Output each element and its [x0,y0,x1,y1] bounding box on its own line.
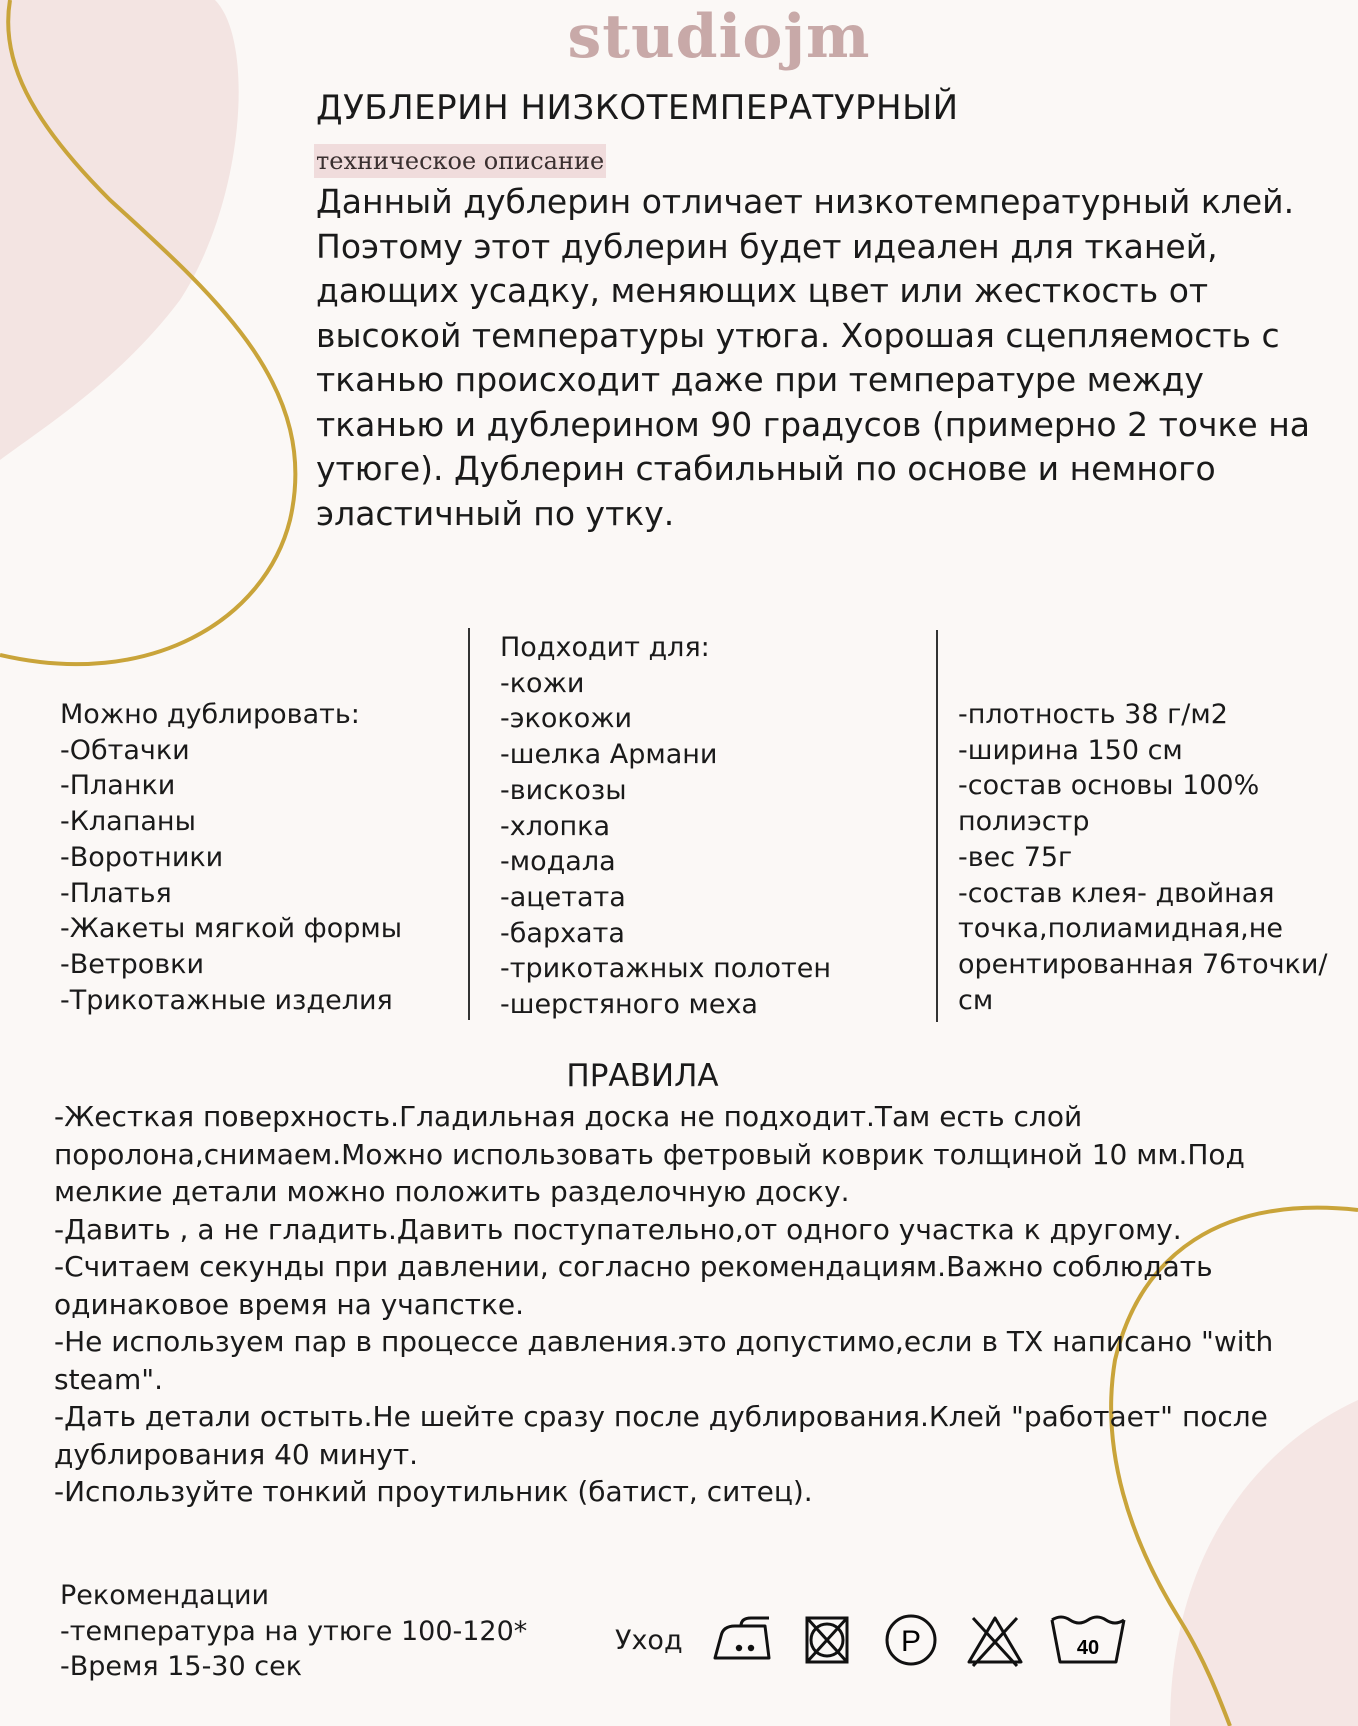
page-subtitle: техническое описание [314,144,606,178]
spec-item: -ширина 150 см [958,734,1183,766]
brand-logo: studiojm [567,2,871,72]
recommendation-time: -Время 15-30 сек [60,1651,303,1682]
list-item: -Трикотажные изделия [60,984,393,1016]
no-bleach-icon [963,1612,1027,1668]
rule-item: -Давить , а не гладить.Давить поступательно,от одного участка к другому. [54,1212,1182,1246]
list-item: -модала [500,846,616,878]
list-item: -трикотажных полотен [500,953,832,985]
can-duplicate-title: Можно дублировать: [60,699,360,730]
iron-two-dots-icon [711,1612,775,1668]
can-duplicate-column [60,697,402,1018]
intro-paragraph-2: Поэтому этот дублерин будет идеален для тканей, дающих усадку, меняющих цвет или жесткость от высокой температуры утюга. Хорошая сцепляемость с тканью происходит даже при температуре между тканью и дублерином 90 градусов (примерно 2 точке на утюге). Дублерин стабильный по основе и немного эластичный по утку. [316,226,1311,533]
specs-column [958,697,1328,1018]
list-item: -ацетата [500,881,626,913]
wash-temperature: 40 [1076,1637,1099,1659]
column-divider-2 [936,630,938,1022]
column-divider-1 [468,628,470,1020]
spec-item: -плотность 38 г/м2 [958,699,1228,730]
list-item: -Ветровки [60,948,205,980]
list-item: -бархата [500,917,625,949]
list-item: -кожи [500,667,585,699]
list-item: -Обтачки [60,734,190,766]
suitable-for-column [500,630,831,1023]
list-item: -Платья [60,877,172,909]
rule-item: -Дать детали остыть.Не шейте сразу после дублирования.Клей "работает" после дублирования 40 минут. [54,1400,1268,1471]
recommendations [60,1578,527,1685]
intro-paragraph-1: Данный дублерин отличает низкотемпературный клей. [316,182,1295,221]
list-item: -хлопка [500,810,611,842]
care-label: Уход [615,1624,683,1656]
list-item: -шелка Армани [500,739,718,771]
spec-item: -состав клея- двойная точка,полиамидная,не орентированная 76точки/см [958,877,1328,1016]
rule-item: -Не используем пар в процессе давления.это допустимо,если в ТХ написано "with steam". [54,1325,1274,1396]
recommendation-temperature: -температура на утюге 100-120* [60,1615,528,1647]
rule-item: -Жесткая поверхность.Гладильная доска не подходит.Там есть слой поролона,снимаем.Можно использовать фетровый коврик толщиной 10 мм.Под мелкие детали можно положить разделочную доску. [54,1100,1245,1208]
list-item: -Воротники [60,841,224,873]
wash-40-icon [1047,1612,1129,1668]
page-title: ДУБЛЕРИН НИЗКОТЕМПЕРАТУРНЫЙ [316,88,959,128]
list-item: -экокожи [500,703,633,735]
list-item: -вискозы [500,774,627,806]
care-symbols [615,1612,1149,1668]
suitable-for-title: Подходит для: [500,632,710,663]
rule-item: -Считаем секунды при давлении, согласно рекомендациям.Важно соблюдать одинаковое время на учапстке. [54,1250,1213,1321]
rules-title: ПРАВИЛА [566,1058,719,1094]
rules-list [54,1098,1314,1511]
list-item: -шерстяного меха [500,989,758,1021]
list-item: -Жакеты мягкой формы [60,913,403,945]
intro-text [316,180,1326,536]
list-item: -Планки [60,770,176,802]
spec-item: -состав основы 100% полиэстр [958,770,1260,838]
no-tumble-dry-icon [795,1612,859,1668]
recommendations-title: Рекомендации [60,1580,270,1611]
dry-clean-letter: P [900,1625,921,1658]
dry-clean-p-icon [879,1612,943,1668]
rule-item: -Используйте тонкий проутильник (батист, ситец). [54,1475,813,1508]
list-item: -Клапаны [60,806,196,838]
spec-item: -вес 75г [958,841,1073,873]
